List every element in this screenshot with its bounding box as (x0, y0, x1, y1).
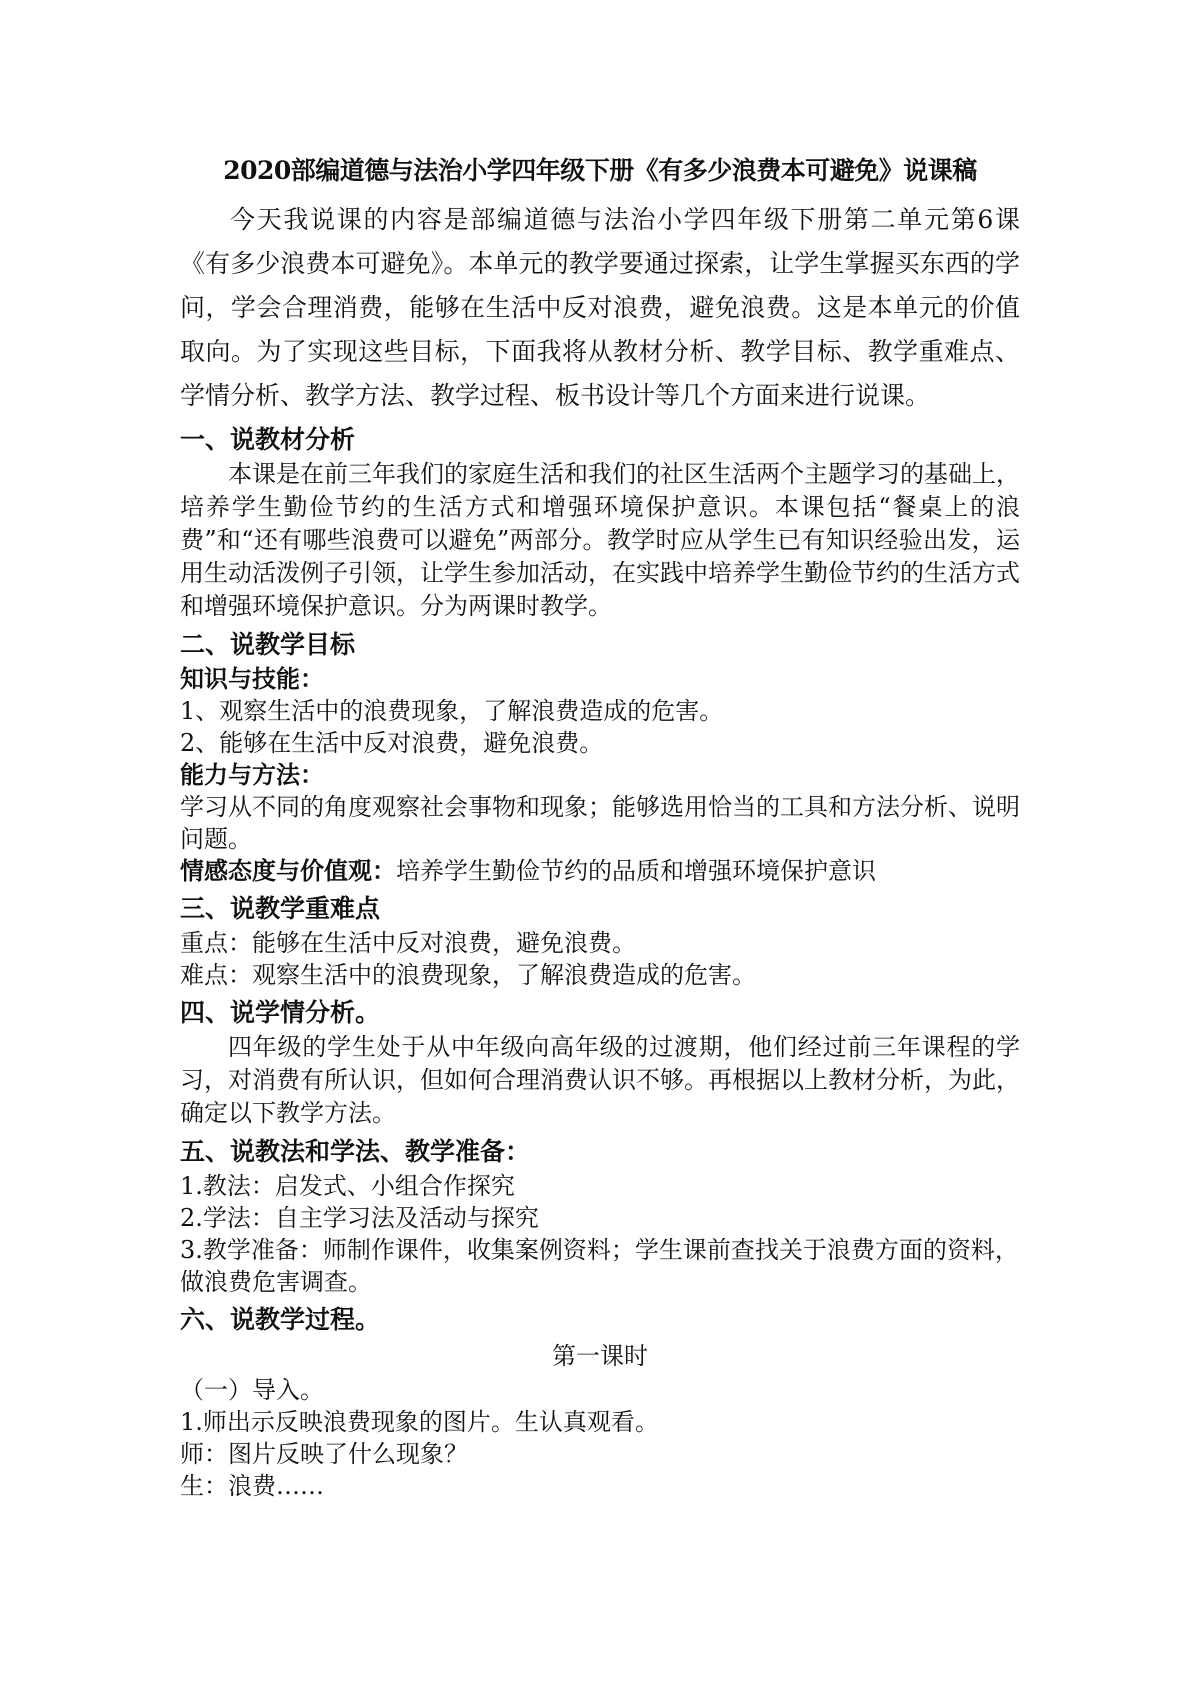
ability-text: 学习从不同的角度观察社会事物和现象；能够选用恰当的工具和方法分析、说明问题。 (180, 793, 1020, 853)
section1-heading: 一、说教材分析 (180, 425, 356, 454)
ability-heading: 能力与方法： (180, 760, 324, 789)
section6-heading: 六、说教学过程。 (180, 1305, 381, 1334)
knowledge-item-1: 1、观察生活中的浪费现象，了解浪费造成的危害。 (180, 697, 724, 725)
section4-heading: 四、说学情分析。 (180, 998, 381, 1027)
key-point: 重点：能够在生活中反对浪费，避免浪费。 (180, 929, 636, 957)
process-line-3: 师：图片反映了什么现象？ (180, 1440, 468, 1468)
emotion-text: 培养学生勤俭节约的品质和增强环境保护意识 (396, 857, 876, 885)
section3-heading: 三、说教学重难点 (180, 894, 381, 923)
method-item-3: 3.教学准备：师制作课件，收集案例资料；学生课前查找关于浪费方面的资料，做浪费危害调查。 (180, 1236, 1019, 1296)
difficult-point: 难点：观察生活中的浪费现象，了解浪费造成的危害。 (180, 961, 756, 989)
process-line-2: 1.师出示反映浪费现象的图片。生认真观看。 (180, 1408, 659, 1436)
section4-paragraph: 四年级的学生处于从中年级向高年级的过渡期，他们经过前三年课程的学习，对消费有所认识，但如何合理消费认识不够。再根据以上教材分析，为此，确定以下教学方法。 (180, 1033, 1020, 1127)
document-title: 2020部编道德与法治小学四年级下册《有多少浪费本可避免》说课稿 (223, 156, 977, 185)
knowledge-heading: 知识与技能： (180, 664, 324, 693)
section5-heading: 五、说教法和学法、教学准备： (180, 1137, 531, 1166)
knowledge-item-2: 2、能够在生活中反对浪费，避免浪费。 (180, 729, 604, 757)
method-item-2: 2.学法：自主学习法及活动与探究 (180, 1204, 539, 1232)
section2-heading: 二、说教学目标 (180, 630, 356, 659)
process-line-4: 生：浪费…… (180, 1472, 324, 1500)
emotion-label: 情感态度与价值观： (180, 856, 396, 885)
lesson-title: 第一课时 (552, 1342, 648, 1370)
document-page (180, 150, 1020, 1502)
intro-paragraph: 今天我说课的内容是部编道德与法治小学四年级下册第二单元第6课《有多少浪费本可避免》。本单元的教学要通过探索，让学生掌握买东西的学问，学会合理消费，能够在生活中反对浪费，避免浪费。这是本单元的价值取向。为了实现这些目标，下面我将从教材分析、教学目标、教学重难点、学情分析、教学方法、教学过程、板书设计等几个方面来进行说课。 (180, 205, 1020, 410)
process-line-1: （一）导入。 (180, 1376, 324, 1404)
section1-paragraph: 本课是在前三年我们的家庭生活和我们的社区生活两个主题学习的基础上，培养学生勤俭节约的生活方式和增强环境保护意识。本课包括“餐桌上的浪费”和“还有哪些浪费可以避免”两部分。教学时应从学生已有知识经验出发，运用生动活泼例子引领，让学生参加活动，在实践中培养学生勤俭节约的生活方式和增强环境保护意识。分为两课时教学。 (180, 460, 1020, 620)
emotion-line (180, 855, 1020, 887)
method-item-1: 1.教法：启发式、小组合作探究 (180, 1172, 515, 1200)
